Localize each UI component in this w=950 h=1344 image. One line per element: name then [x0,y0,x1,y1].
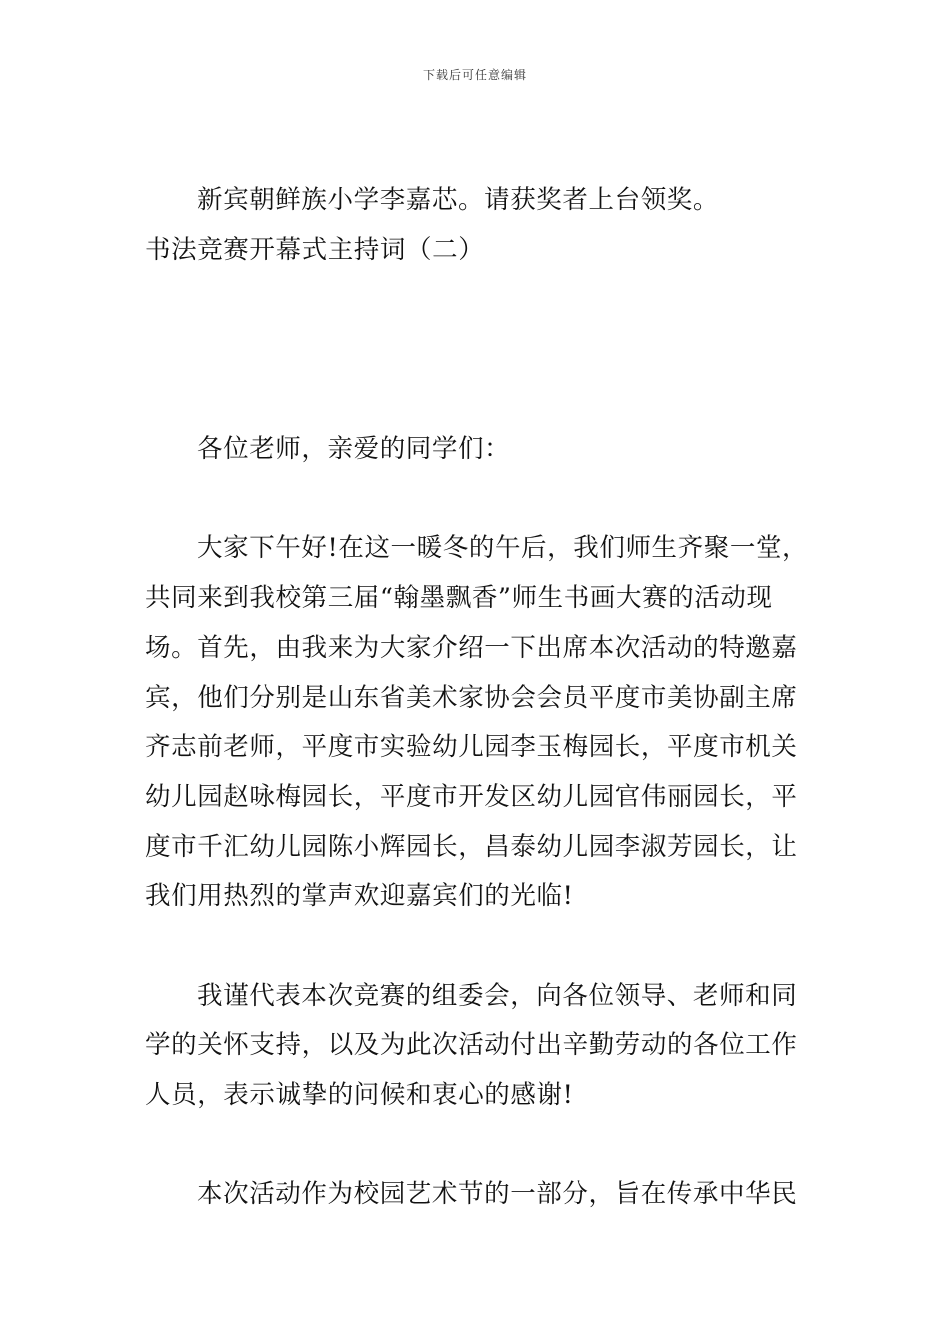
paragraph-line: 我谨代表本次竞赛的组委会，向各位领导、老师和同 [197,981,798,1011]
paragraph-line: 大家下午好!在这一暖冬的午后，我们师生齐聚一堂， [197,533,809,563]
paragraph-line: 度市千汇幼儿园陈小辉园长，昌泰幼儿园李淑芳园长，让 [145,832,798,862]
header-note: 下载后可任意编辑 [422,68,527,82]
section-title: 书法竞赛开幕式主持词（二） [145,235,485,265]
paragraph-line: 宾，他们分别是山东省美术家协会会员平度市美协副主席 [145,683,798,713]
paragraph-line: 人员，表示诚挚的问候和衷心的感谢! [145,1080,574,1110]
greeting: 各位老师，亲爱的同学们： [197,434,511,464]
paragraph-line: 本次活动作为校园艺术节的一部分，旨在传承中华民 [197,1179,798,1209]
paragraph-line: 我们用热烈的掌声欢迎嘉宾们的光临! [145,881,574,911]
paragraph-line: 学的关怀支持，以及为此次活动付出辛勤劳动的各位工作 [145,1030,798,1060]
paragraph-line: 共同来到我校第三届“翰墨飘香”师生书画大赛的活动现 [145,583,773,613]
paragraph-line: 幼儿园赵咏梅园长，平度市开发区幼儿园官伟丽园长，平 [145,782,798,812]
closing-line: 新宾朝鲜族小学李嘉芯。请获奖者上台领奖。 [197,185,720,215]
paragraph-line: 齐志前老师，平度市实验幼儿园李玉梅园长，平度市机关 [145,732,798,762]
paragraph-line: 场。首先，由我来为大家介绍一下出席本次活动的特邀嘉 [145,633,798,663]
